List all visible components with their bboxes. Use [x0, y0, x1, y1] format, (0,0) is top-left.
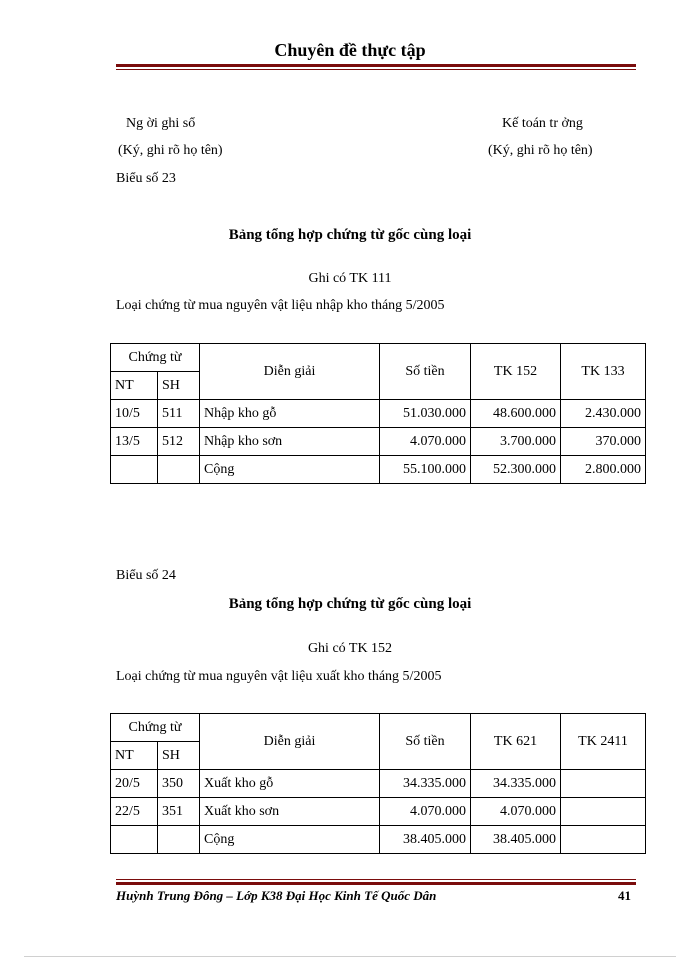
form23-heading: Bảng tổng hợp chứng từ gốc cùng loại — [228, 227, 472, 243]
table-row — [111, 798, 646, 826]
row-amount: 4.070.000 — [380, 428, 471, 456]
total-number — [158, 826, 200, 854]
signature-left-note: (Ký, ghi rõ họ tên) — [118, 143, 223, 158]
desc-header: Diễn giải — [200, 344, 380, 400]
row-number: 511 — [158, 400, 200, 428]
page-title: Chuyên đề thực tập — [274, 40, 426, 60]
row-date: 13/5 — [111, 428, 158, 456]
row-account2: 370.000 — [561, 428, 646, 456]
footer-rule-thick — [116, 882, 636, 885]
row-account1: 34.335.000 — [471, 770, 561, 798]
table-row — [111, 770, 646, 798]
row-amount: 4.070.000 — [380, 798, 471, 826]
header-rule-thin — [116, 69, 636, 70]
row-amount: 34.335.000 — [380, 770, 471, 798]
desc-header: Diễn giải — [200, 714, 380, 770]
total-row — [111, 456, 646, 484]
total-amount: 38.405.000 — [380, 826, 471, 854]
table-header-row — [111, 344, 646, 372]
row-date: 22/5 — [111, 798, 158, 826]
row-account1: 48.600.000 — [471, 400, 561, 428]
row-account1: 4.070.000 — [471, 798, 561, 826]
account1-header: TK 621 — [471, 714, 561, 770]
sh-header: SH — [158, 372, 200, 400]
footer-author: Huỳnh Trung Đông – Lớp K38 Đại Học Kinh Tế Quốc Dân — [116, 888, 437, 903]
total-date — [111, 456, 158, 484]
total-account1: 38.405.000 — [471, 826, 561, 854]
total-account2: 2.800.000 — [561, 456, 646, 484]
amount-header: Số tiền — [380, 344, 471, 400]
total-label: Cộng — [200, 826, 380, 854]
table-row — [111, 428, 646, 456]
table-row — [111, 400, 646, 428]
row-number: 512 — [158, 428, 200, 456]
row-account2 — [561, 770, 646, 798]
form24-table — [110, 713, 646, 854]
account2-header: TK 133 — [561, 344, 646, 400]
total-number — [158, 456, 200, 484]
form24-description: Loại chứng từ mua nguyên vật liệu xuất kho tháng 5/2005 — [116, 669, 442, 684]
row-account2: 2.430.000 — [561, 400, 646, 428]
form23-label: Biểu số 23 — [116, 171, 176, 186]
row-number: 350 — [158, 770, 200, 798]
table-header-row — [111, 714, 646, 742]
row-date: 20/5 — [111, 770, 158, 798]
row-desc: Nhập kho sơn — [200, 428, 380, 456]
total-amount: 55.100.000 — [380, 456, 471, 484]
row-desc: Xuất kho sơn — [200, 798, 380, 826]
row-account2 — [561, 798, 646, 826]
row-desc: Xuất kho gỗ — [200, 770, 380, 798]
row-desc: Nhập kho gỗ — [200, 400, 380, 428]
signature-right-note: (Ký, ghi rõ họ tên) — [488, 143, 593, 158]
sh-header: SH — [158, 742, 200, 770]
signature-left-title: Ng ời ghi sổ — [126, 116, 196, 131]
signature-right-title: Kế toán tr ởng — [502, 116, 583, 131]
row-date: 10/5 — [111, 400, 158, 428]
total-row — [111, 826, 646, 854]
form23-description: Loại chứng từ mua nguyên vật liệu nhập kho tháng 5/2005 — [116, 298, 445, 313]
form24-subheading: Ghi có TK 152 — [307, 641, 393, 656]
amount-header: Số tiền — [380, 714, 471, 770]
form24-heading: Bảng tổng hợp chứng từ gốc cùng loại — [228, 596, 472, 612]
total-date — [111, 826, 158, 854]
total-account2 — [561, 826, 646, 854]
account2-header: TK 2411 — [561, 714, 646, 770]
voucher-header: Chứng từ — [111, 344, 200, 372]
row-number: 351 — [158, 798, 200, 826]
row-amount: 51.030.000 — [380, 400, 471, 428]
total-label: Cộng — [200, 456, 380, 484]
row-account1: 3.700.000 — [471, 428, 561, 456]
header-rule-thick — [116, 64, 636, 67]
nt-header: NT — [111, 742, 158, 770]
voucher-header: Chứng từ — [111, 714, 200, 742]
form23-subheading: Ghi có TK 111 — [308, 271, 392, 286]
page-bottom-divider — [24, 956, 676, 957]
total-account1: 52.300.000 — [471, 456, 561, 484]
account1-header: TK 152 — [471, 344, 561, 400]
form24-label: Biểu số 24 — [116, 568, 176, 583]
page-number: 41 — [618, 888, 631, 903]
footer-rule-thin — [116, 879, 636, 880]
form23-table — [110, 343, 646, 484]
nt-header: NT — [111, 372, 158, 400]
